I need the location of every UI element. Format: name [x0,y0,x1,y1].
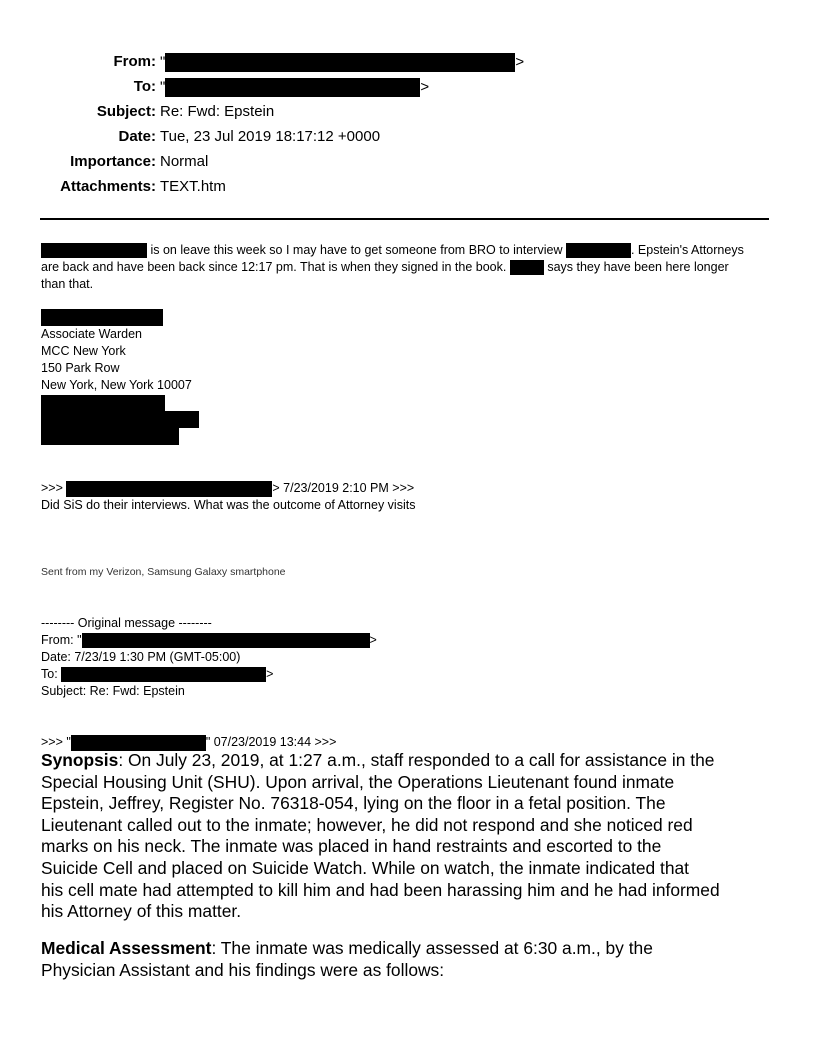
medical-text: : The inmate was medically assessed at 6:30 a.m., by the [211,938,653,958]
redaction-block [566,243,631,258]
medical-label: Medical Assessment [41,938,212,958]
original-from [41,632,781,649]
synopsis-text: : On July 23, 2019, at 1:27 a.m., staff responded to a call for assistance in the [118,750,715,770]
redaction-block [41,243,147,258]
attachments-label: Attachments: [60,178,156,195]
redaction-block [71,735,206,751]
from-prefix: " [160,53,166,71]
original-to [41,666,781,683]
body-text-a: is on leave this week so I may have to get someone from BRO to interview [150,243,563,257]
subject-value: Re: Fwd: Epstein [160,103,275,120]
body-line-3: than that. [41,277,94,291]
redaction-block [510,260,544,275]
quote-1-suffix: > 7/23/2019 2:10 PM >>> [272,481,415,495]
redaction-block [41,411,199,428]
synopsis-line: his cell mate had attempted to kill him and had been harassing him and he had informed [41,879,720,900]
header-divider [40,218,769,220]
importance-label: Importance: [70,153,156,170]
to-prefix: " [160,78,166,96]
redaction-block [61,667,266,682]
quote-1-prefix: >>> [41,481,63,495]
importance-value: Normal [160,153,209,170]
signature-block [41,309,781,394]
synopsis-line: Special Housing Unit (SHU). Upon arrival, the Operations Lieutenant found inmate [41,771,675,792]
from-suffix: > [515,53,525,71]
to-suffix: > [420,78,430,96]
medical-paragraph [41,938,781,981]
quote-header-1 [41,480,781,514]
redaction-block [82,633,370,648]
original-date: Date: 7/23/19 1:30 PM (GMT-05:00) [41,650,241,664]
original-to-label: To: [41,667,58,681]
synopsis-line: Epstein, Jeffrey, Register No. 76318-054, lying on the floor in a fetal position. The [41,793,666,814]
synopsis-line: Lieutenant called out to the inmate; however, he did not respond and she noticed red [41,814,693,835]
synopsis-line: his Attorney of this matter. [41,901,242,922]
quote-1-text: Did SiS do their interviews. What was the outcome of Attorney visits [41,498,416,512]
synopsis-line-1 [41,750,781,772]
date-label: Date: [118,128,156,145]
redaction-block [41,309,163,326]
signature-city: New York, New York 10007 [41,378,192,392]
quote-1-line [41,480,781,497]
redaction-block [165,78,420,97]
signature-org: MCC New York [41,344,126,358]
body-line-2 [41,259,781,276]
synopsis-line: Suicide Cell and placed on Suicide Watch. While on watch, the inmate indicated that [41,857,690,878]
signature-title: Associate Warden [41,327,142,341]
to-label: To: [133,78,156,95]
body-text-c: are back and have been back since 12:17 pm. That is when they signed in the book. [41,260,507,274]
synopsis-line: marks on his neck. The inmate was placed in hand restraints and escorted to the [41,836,662,857]
quote-2-suffix: " 07/23/2019 13:44 >>> [205,735,337,749]
body-text-d: says they have been here longer [547,260,729,274]
redaction-block [41,428,179,445]
attachments-value[interactable]: TEXT.htm [160,178,226,195]
medical-line: Physician Assistant and his findings were as follows: [41,959,445,980]
original-message [41,615,781,700]
to-value [160,78,429,97]
date-value: Tue, 23 Jul 2019 18:17:12 +0000 [160,128,381,145]
body-text-b: . Epstein's Attorneys [630,243,744,257]
medical-line-1 [41,938,781,960]
subject-label: Subject: [96,103,156,120]
synopsis-label: Synopsis [41,750,119,770]
redaction-block [165,53,515,72]
body-line-1 [41,242,781,259]
original-from-label: From: " [41,633,82,647]
original-from-suffix: > [369,633,377,647]
original-separator: -------- Original message -------- [41,616,212,630]
from-value [160,53,524,72]
signature-street: 150 Park Row [41,361,120,375]
quote-2-prefix: >>> " [41,735,71,749]
sent-from-line: Sent from my Verizon, Samsung Galaxy smartphone [41,566,286,578]
synopsis-paragraph [41,750,781,923]
original-subject: Subject: Re: Fwd: Epstein [41,684,185,698]
redaction-block [66,481,272,497]
original-to-suffix: > [266,667,274,681]
from-label: From: [113,53,156,70]
body-paragraph [41,242,781,293]
redaction-block [41,395,165,411]
quote-header-2 [41,734,336,751]
